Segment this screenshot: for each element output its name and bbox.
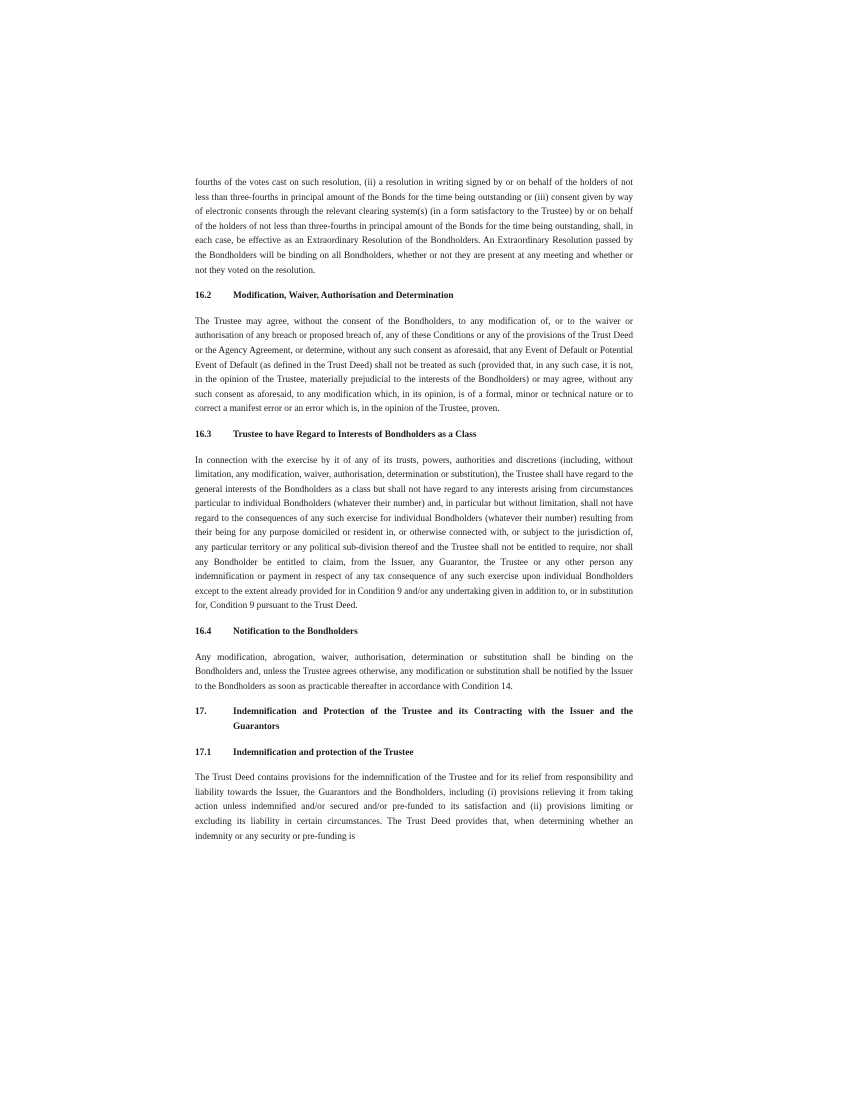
document-page (195, 176, 633, 844)
section-title: Modification, Waiver, Authorisation and Determination (233, 291, 454, 302)
section-title: Notification to the Bondholders (233, 627, 358, 638)
section-17-1-heading (195, 746, 633, 761)
section-17-1-body: The Trust Deed contains provisions for the indemnification of the Trustee and for its relief from responsibility and liability towards the Issuer, the Guarantors and the Bondholders, including (i) provisions relieving it from taking action unless indemnified and/or secured and/or pre-funded to its satisfaction and (ii) provisions limiting or excluding its liability in certain circumstances. The Trust Deed provides that, when determining whether an indemnity or any security or pre-funding is (195, 773, 633, 842)
section-number: 16.4 (195, 627, 212, 638)
section-16-3-body: In connection with the exercise by it of any of its trusts, powers, authorities and discretions (including, without limitation, any modification, waiver, authorisation, determination or substitution), the Trustee shall have regard to the general interests of the Bondholders as a class but shall not have regard to any interests arising from circumstances particular to individual Bondholders (whatever their number) and, in particular but without limitation, shall not have regard to the consequences of any such exercise for individual Bondholders (whatever their number) resulting from their being for any purpose domiciled or resident in, or otherwise connected with, or subject to the jurisdiction of, any particular territory or any political sub-division thereof and the Trustee shall not be entitled to require, nor shall any Bondholder be entitled to claim, from the Issuer, any Guarantor, the Trustee or any other person any indemnification or payment in respect of any tax consequence of any such exercise upon individual Bondholders except to the extent already provided for in Condition 9 and/or any undertaking given in addition to, or in substitution for, Condition 9 pursuant to the Trust Deed. (195, 455, 633, 612)
section-number: 17.1 (195, 747, 212, 758)
section-number: 17. (195, 707, 207, 718)
section-16-3-heading (195, 428, 633, 443)
intro-paragraph: fourths of the votes cast on such resolution, (ii) a resolution in writing signed by or on behalf of the holders of not less than three-fourths in principal amount of the Bonds for the time being outstanding or (iii) consent given by way of electronic consents through the relevant clearing system(s) (in a form satisfactory to the Trustee) by or on behalf of the holders of not less than three-fourths in principal amount of the Bonds for the time being outstanding, shall, in each case, be effective as an Extraordinary Resolution of the Bondholders. An Extraordinary Resolution passed by the Bondholders will be binding on all Bondholders, whether or not they are present at any meeting and whether or not they voted on the resolution. (195, 178, 633, 276)
section-16-4-heading (195, 625, 633, 640)
section-title: Trustee to have Regard to Interests of Bondholders as a Class (233, 429, 477, 440)
section-title: Indemnification and protection of the Trustee (233, 747, 414, 758)
section-16-2-body: The Trustee may agree, without the consent of the Bondholders, to any modification of, or to the waiver or authorisation of any breach or proposed breach of, any of these Conditions or any of the provisions of the Trust Deed or the Agency Agreement, or determine, without any such consent as aforesaid, that any Event of Default or Potential Event of Default (as defined in the Trust Deed) shall not be treated as such (provided that, in any such case, it is not, in the opinion of the Trustee, materially prejudicial to the interests of the Bondholders) or may agree, without any such consent as aforesaid, to any modification which, in its opinion, is of a formal, minor or technical nature or to correct a manifest error or an error which is, in the opinion of the Trustee, proven. (195, 316, 633, 415)
section-17-heading (195, 705, 633, 734)
section-16-4-body: Any modification, abrogation, waiver, authorisation, determination or substitution shall be binding on the Bondholders and, unless the Trustee agrees otherwise, any modification or substitution shall be notified by the Issuer to the Bondholders as soon as practicable thereafter in accordance with Condition 14. (195, 652, 633, 692)
section-number: 16.2 (195, 291, 212, 302)
section-16-2-heading (195, 289, 633, 304)
section-title: Indemnification and Protection of the Trustee and its Contracting with the Issuer and the Guarantors (233, 707, 633, 732)
section-number: 16.3 (195, 429, 212, 440)
